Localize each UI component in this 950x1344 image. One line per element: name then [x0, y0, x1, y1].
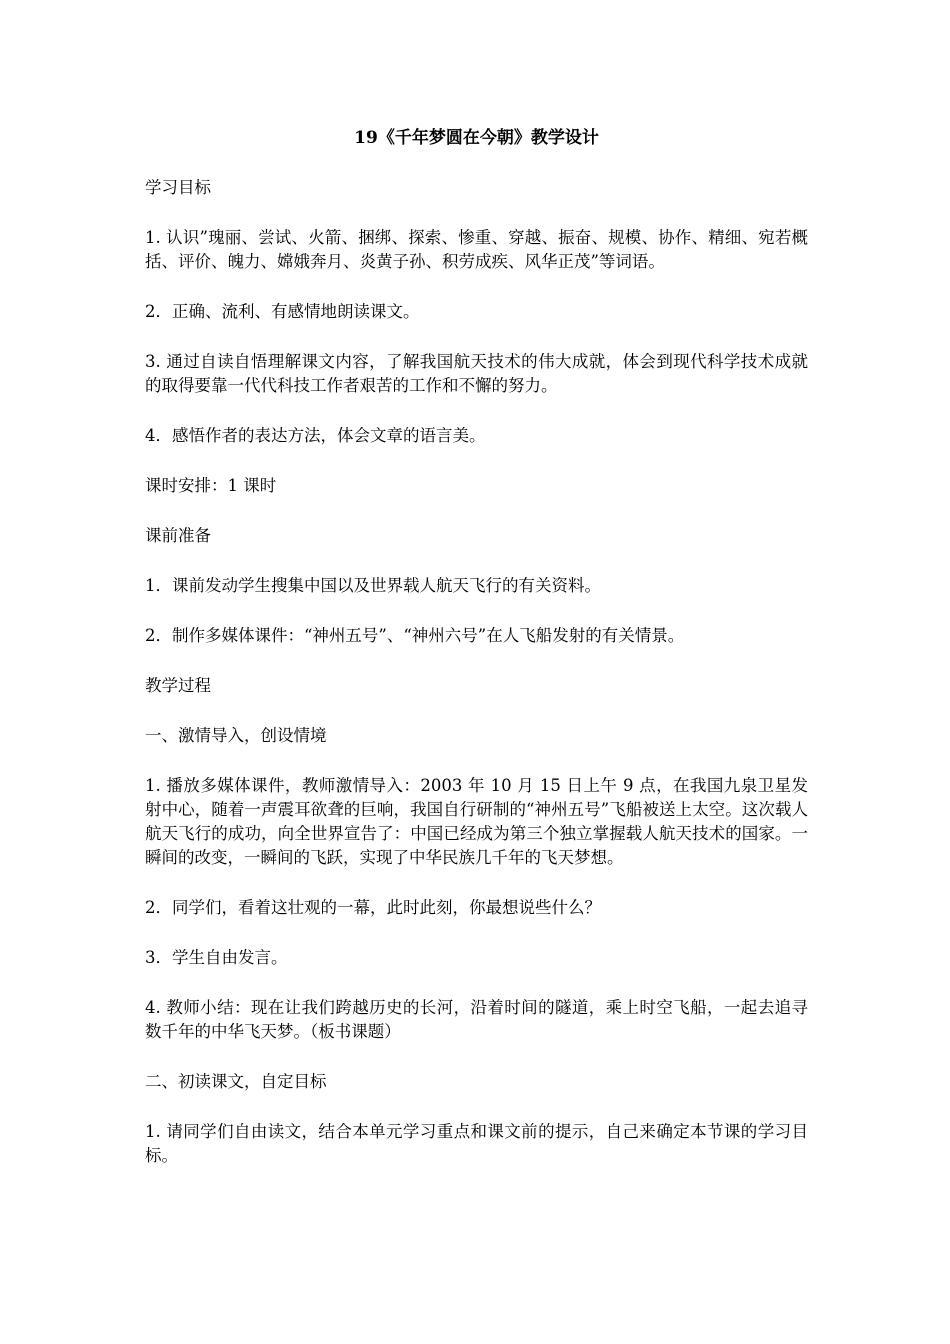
section-heading-2: 二、初读课文，自定目标	[145, 1072, 327, 1091]
goal-item-2: 2．正确、流利、有感情地朗读课文。	[145, 302, 420, 321]
prep-item-1: 1．课前发动学生搜集中国以及世界载人航天飞行的有关资料。	[145, 576, 601, 595]
heading-teaching-process: 教学过程	[145, 676, 211, 695]
process-item-1: 1. 播放多媒体课件，教师激情导入：2003 年 10 月 15 日上午 9 点，在我国九泉卫星发射中心，随着一声震耳欲聋的巨响，我国自行研制的“神州五号”飞船被送上太空。这次载人航天飞行的成功，向全世界宣告了：中国已经成为第三个独立掌握载人航天技术的国家。一瞬间的改变，一瞬间的飞跃，实现了中华民族几千年的飞天梦想。	[145, 776, 808, 867]
document-title: 19《千年梦圆在今朝》教学设计	[354, 128, 599, 148]
heading-learning-goals: 学习目标	[145, 178, 211, 197]
heading-preparation: 课前准备	[145, 526, 211, 545]
process-item-3: 3．学生自由发言。	[145, 948, 288, 967]
class-schedule: 课时安排：1 课时	[145, 476, 277, 495]
document-body	[145, 126, 808, 1194]
process-item-2: 2．同学们，看着这壮观的一幕，此时此刻，你最想说些什么？	[145, 898, 601, 917]
reading-item-1: 1. 请同学们自由读文，结合本单元学习重点和课文前的提示，自己来确定本节课的学习目标。	[145, 1122, 808, 1165]
goal-item-4: 4．感悟作者的表达方法，体会文章的语言美。	[145, 426, 486, 445]
goal-item-3: 3. 通过自读自悟理解课文内容，了解我国航天技术的伟大成就，体会到现代科学技术成就的取得要靠一代代科技工作者艰苦的工作和不懈的努力。	[145, 352, 808, 395]
process-item-4: 4. 教师小结：现在让我们跨越历史的长河，沿着时间的隧道，乘上时空飞船，一起去追寻数千年的中华飞天梦。（板书课题）	[145, 998, 808, 1041]
prep-item-2: 2．制作多媒体课件：“神州五号”、“神州六号”在人飞船发射的有关情景。	[145, 626, 685, 645]
goal-item-1: 1. 认识”瑰丽、尝试、火箭、捆绑、探索、惨重、穿越、振奋、规模、协作、精细、宛若概括、评价、魄力、嫦娥奔月、炎黄子孙、积劳成疾、风华正茂”等词语。	[145, 228, 808, 271]
section-heading-1: 一、激情导入，创设情境	[145, 726, 327, 745]
